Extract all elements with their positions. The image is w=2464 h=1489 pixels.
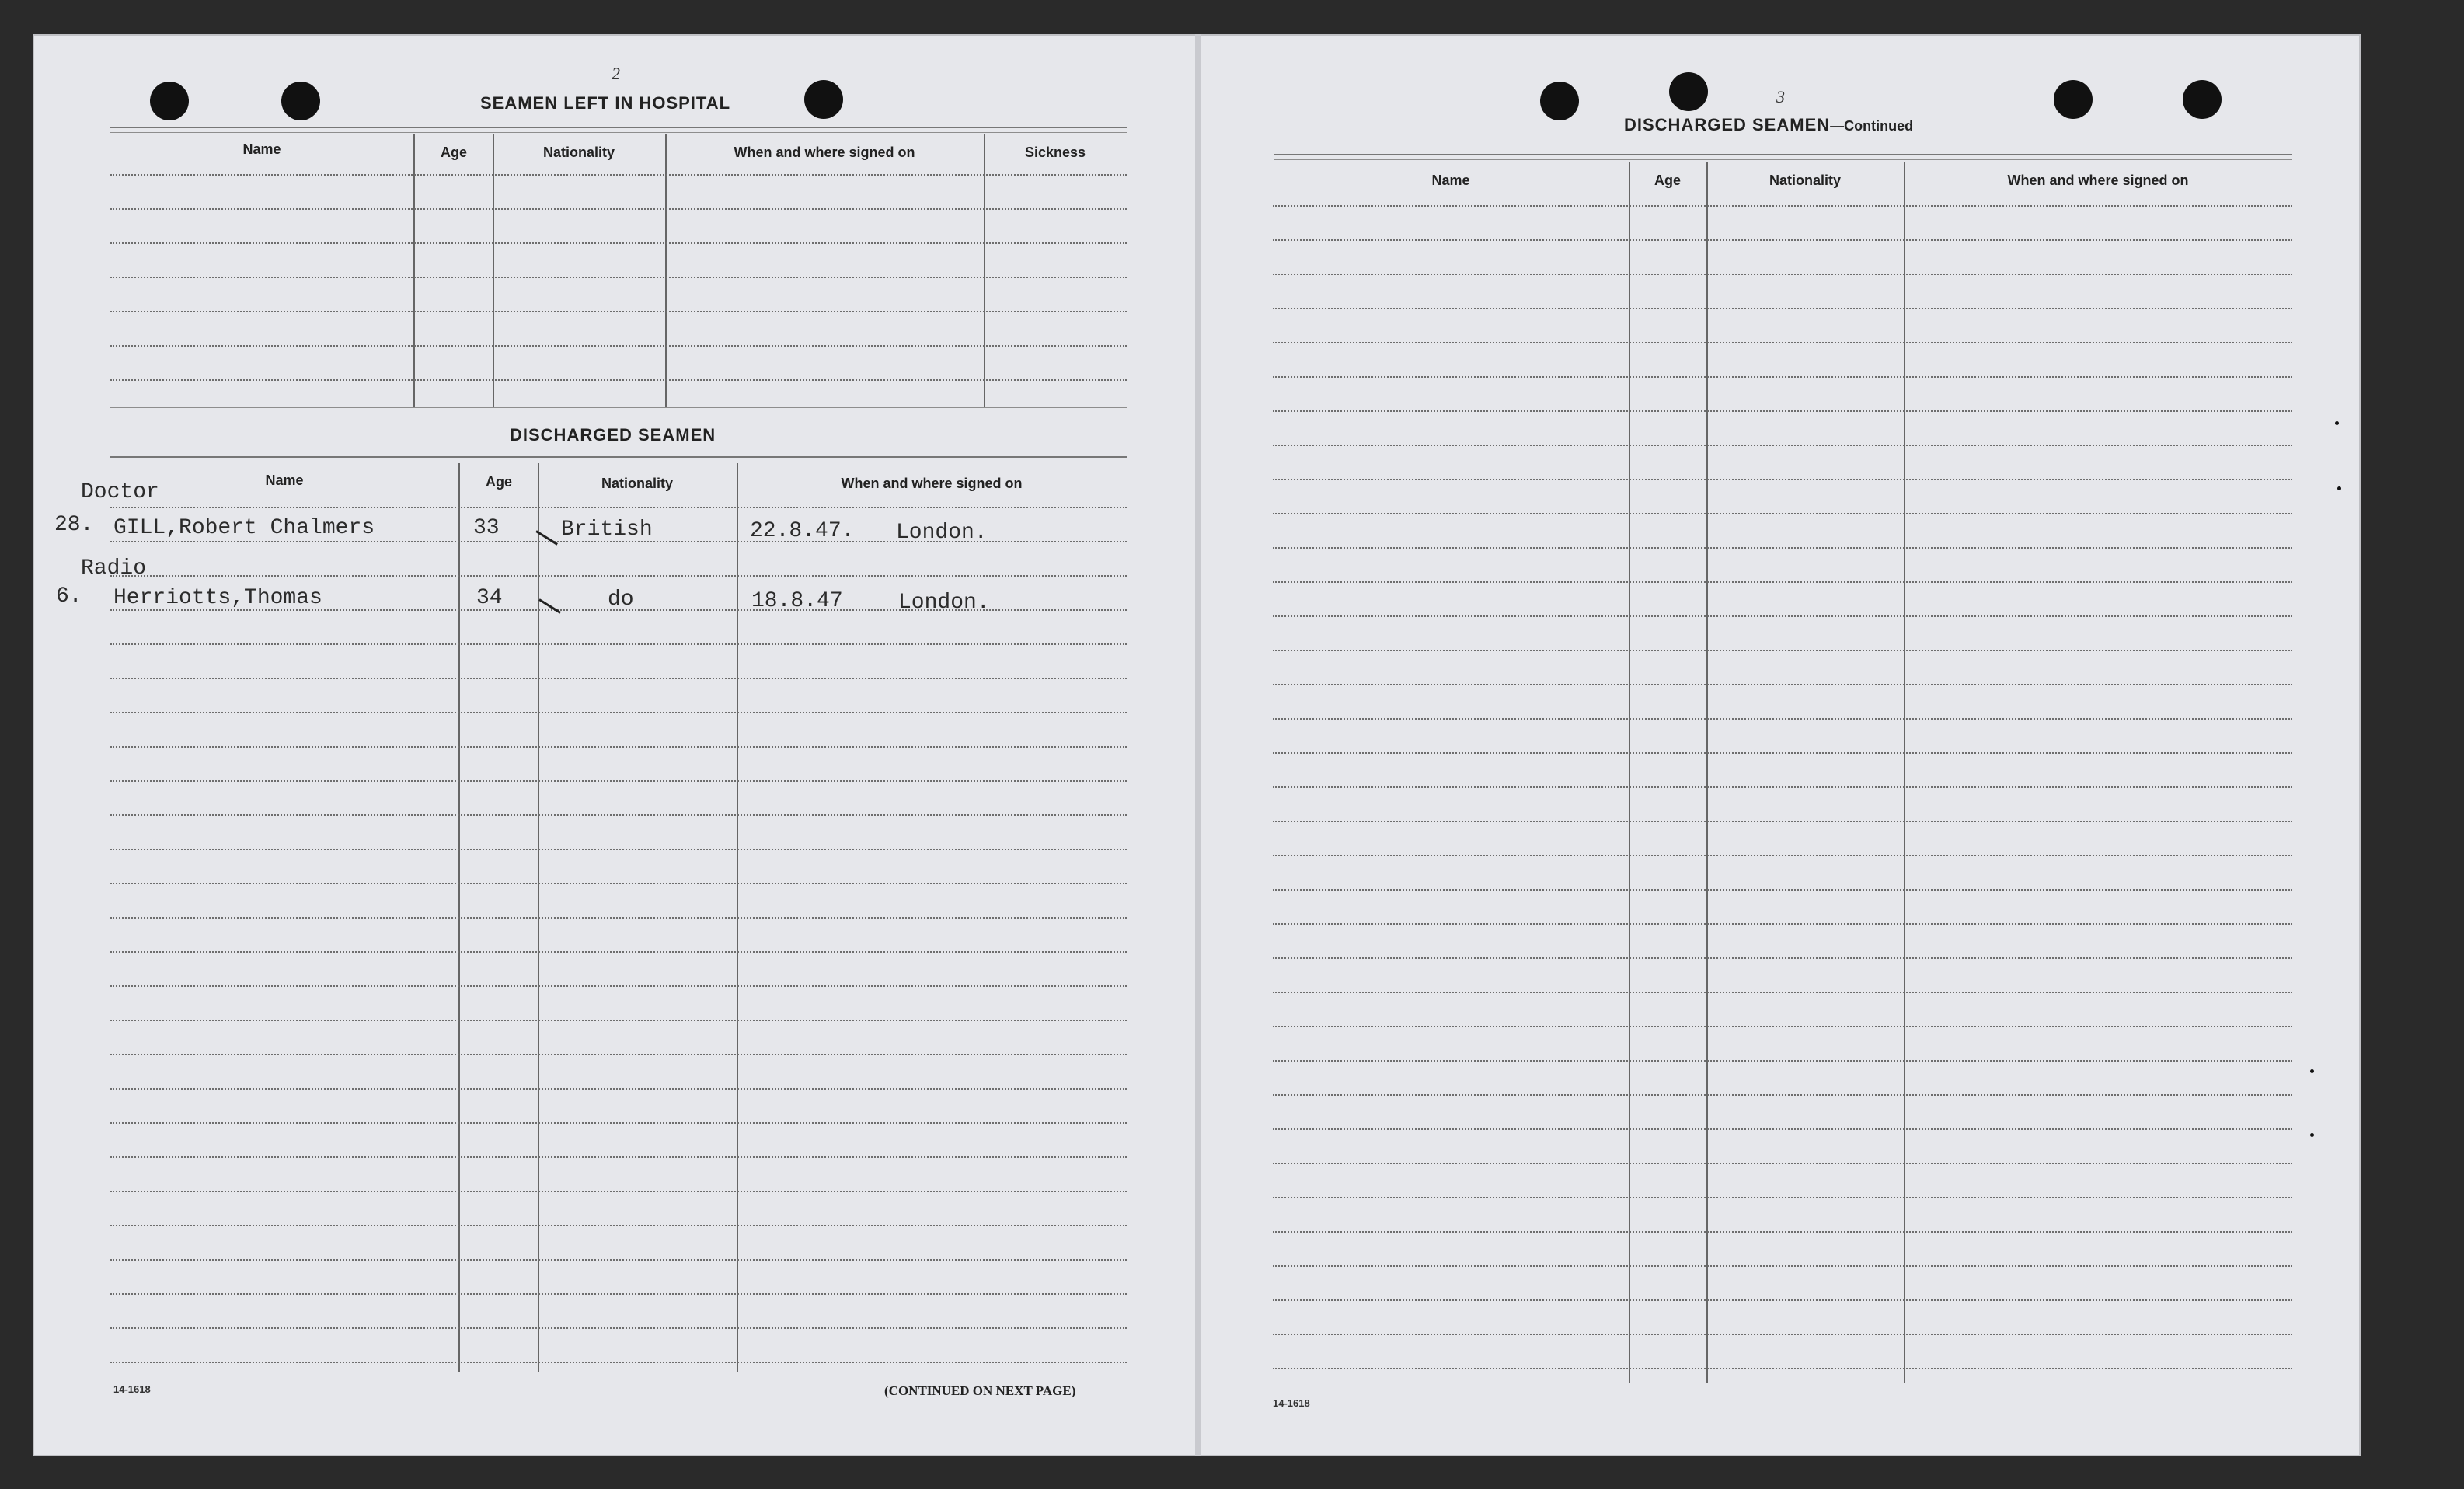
- row-line: [110, 174, 1127, 176]
- col-head-nationality: Nationality: [601, 476, 673, 491]
- row-line: [110, 345, 1127, 347]
- row-line: [110, 1020, 1127, 1021]
- row-line: [110, 1054, 1127, 1055]
- col-head-signed-on: When and where signed on: [734, 145, 915, 160]
- speck: [2335, 421, 2339, 425]
- row-line: [1273, 274, 2292, 275]
- col-head-name: Name: [242, 141, 281, 157]
- punch-hole: [1669, 72, 1708, 111]
- row-line: [1273, 650, 2292, 651]
- punch-hole: [1540, 82, 1579, 120]
- row-line: [1273, 615, 2292, 617]
- row-line: [110, 1259, 1127, 1261]
- row-line: [1273, 308, 2292, 309]
- row-2-age: 34: [476, 586, 503, 610]
- row-line: [110, 311, 1127, 312]
- punch-hole: [150, 82, 189, 120]
- col-head-signed-on: When and where signed on: [2007, 173, 2189, 188]
- speck: [2310, 1133, 2314, 1137]
- row-1-nationality: British: [561, 518, 653, 542]
- punch-hole: [2183, 80, 2222, 119]
- title-main: DISCHARGED SEAMEN: [1624, 115, 1831, 134]
- row-line: [110, 1122, 1127, 1124]
- row-line: [1273, 513, 2292, 514]
- row-line: [1273, 718, 2292, 720]
- row-line: [1273, 1060, 2292, 1062]
- continued-note: (CONTINUED ON NEXT PAGE): [884, 1383, 1076, 1398]
- row-line: [110, 1191, 1127, 1192]
- row-line: [1273, 923, 2292, 925]
- col-head-age: Age: [1654, 173, 1681, 188]
- row-line: [1273, 376, 2292, 378]
- row-line: [1273, 821, 2292, 822]
- row-line: [110, 849, 1127, 850]
- form-code: 14-1618: [113, 1383, 151, 1395]
- header-rule: [1274, 154, 2292, 155]
- row-line: [110, 242, 1127, 244]
- row-line: [110, 379, 1127, 381]
- speck: [2310, 1069, 2314, 1073]
- row-line: [110, 712, 1127, 713]
- row-line: [1273, 547, 2292, 549]
- row-line: [110, 1362, 1127, 1363]
- punch-hole: [281, 82, 320, 120]
- row-line: [110, 1156, 1127, 1158]
- col-head-signed-on: When and where signed on: [841, 476, 1023, 491]
- row-line: [1273, 992, 2292, 993]
- page-gutter: [1195, 34, 1201, 1456]
- row-line: [110, 1293, 1127, 1295]
- row-line: [1273, 1128, 2292, 1130]
- row-line: [1273, 1163, 2292, 1164]
- col-head-name: Name: [1431, 173, 1470, 188]
- row-line: [110, 575, 1127, 577]
- row-line: [1273, 1026, 2292, 1027]
- row-line: [110, 1088, 1127, 1090]
- page-number: 2: [612, 64, 620, 83]
- discharged-continued-table: [1273, 162, 2292, 1383]
- row-2-rank: Radio: [81, 556, 147, 581]
- col-head-age: Age: [440, 145, 467, 160]
- row-line: [1273, 1094, 2292, 1096]
- discharged-continued-title: [1624, 115, 1913, 135]
- form-code: 14-1618: [1273, 1397, 1310, 1409]
- row-line: [1273, 342, 2292, 343]
- row-line: [110, 780, 1127, 782]
- row-line: [1273, 1265, 2292, 1267]
- row-line: [110, 746, 1127, 748]
- row-line: [1273, 479, 2292, 480]
- punch-hole: [804, 80, 843, 119]
- column-divider: [1706, 162, 1708, 1383]
- row-1-signed-place: London.: [896, 521, 988, 545]
- row-2-signed-place: London.: [898, 591, 990, 615]
- row-line: [1273, 786, 2292, 788]
- header-rule: [110, 127, 1127, 128]
- hospital-table: [110, 134, 1127, 407]
- row-2-nationality: do: [608, 588, 634, 612]
- row-line: [1273, 957, 2292, 959]
- row-line: [110, 1327, 1127, 1329]
- punch-hole: [2054, 80, 2093, 119]
- row-line: [1273, 684, 2292, 685]
- row-1-number: 28.: [54, 513, 94, 537]
- page-number: 3: [1776, 87, 1785, 106]
- row-1-name: GILL,Robert Chalmers: [113, 516, 375, 540]
- discharged-section-title: DISCHARGED SEAMEN: [510, 425, 716, 445]
- row-line: [110, 507, 1127, 508]
- col-head-sickness: Sickness: [1024, 145, 1086, 160]
- row-line: [1273, 752, 2292, 754]
- row-2-number: 6.: [56, 584, 82, 609]
- title-suffix: —Continued: [1830, 118, 1914, 134]
- col-head-name: Name: [265, 473, 304, 488]
- speck: [2337, 486, 2341, 490]
- col-head-nationality: Nationality: [1769, 173, 1841, 188]
- row-line: [110, 208, 1127, 210]
- row-line: [1273, 855, 2292, 856]
- header-rule: [110, 456, 1127, 458]
- row-line: [110, 1225, 1127, 1226]
- row-1-age: 33: [473, 516, 500, 540]
- column-divider: [1904, 162, 1905, 1383]
- row-line: [1273, 1368, 2292, 1369]
- row-line: [1273, 1334, 2292, 1335]
- row-line: [110, 917, 1127, 919]
- row-line: [110, 643, 1127, 645]
- row-line: [1273, 1231, 2292, 1233]
- row-1-signed-date: 22.8.47.: [750, 519, 855, 543]
- row-line: [1273, 1197, 2292, 1198]
- row-line: [1273, 581, 2292, 583]
- header-rule: [110, 132, 1127, 133]
- row-line: [1273, 239, 2292, 241]
- row-line: [110, 951, 1127, 953]
- table-bottom-rule: [110, 407, 1127, 408]
- col-head-nationality: Nationality: [542, 145, 615, 160]
- row-line: [110, 814, 1127, 816]
- hospital-section-title: SEAMEN LEFT IN HOSPITAL: [480, 93, 731, 113]
- row-2-signed-date: 18.8.47: [751, 589, 843, 613]
- row-line: [1273, 889, 2292, 891]
- header-rule: [1274, 159, 2292, 160]
- row-line: [1273, 445, 2292, 446]
- row-2-name: Herriotts,Thomas: [113, 586, 322, 610]
- row-line: [110, 883, 1127, 884]
- column-divider: [1629, 162, 1630, 1383]
- row-line: [110, 277, 1127, 278]
- row-line: [110, 678, 1127, 679]
- row-line: [1273, 410, 2292, 412]
- row-line: [110, 985, 1127, 987]
- row-line: [1273, 1299, 2292, 1301]
- col-head-age: Age: [485, 474, 512, 490]
- row-1-rank: Doctor: [81, 480, 159, 504]
- row-line: [1273, 205, 2292, 207]
